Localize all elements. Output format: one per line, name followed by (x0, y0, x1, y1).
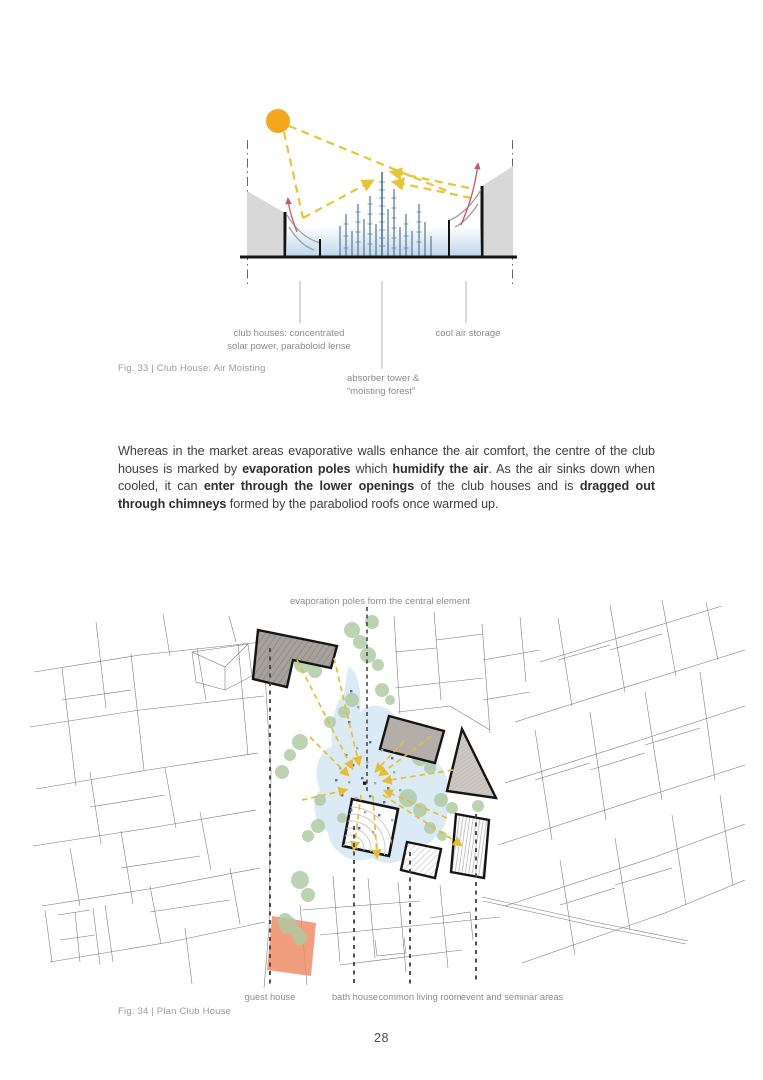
label-absorber-line1: absorber tower & (347, 373, 420, 384)
central-pole-dot (363, 782, 366, 785)
club-house-wall-right (482, 166, 513, 257)
label-central-element: evaporation poles form the central element (289, 596, 471, 607)
building-common-living-room (401, 842, 441, 878)
fig33-diagram (225, 95, 535, 405)
label-guest-house: guest house (244, 992, 296, 1002)
building-triangle-hall (447, 729, 496, 798)
label-bath-house: bath house (331, 992, 379, 1002)
label-absorber-line2: “moisting forest” (347, 386, 416, 397)
building-event-wing (451, 814, 489, 878)
label-common-living-room: common living room (378, 992, 462, 1002)
building-club-house-L (253, 630, 337, 687)
label-event-seminar: event and seminar areas (460, 992, 564, 1002)
label-cool-air-storage: cool air storage (435, 328, 501, 339)
fig33-leader-lines (300, 281, 466, 369)
label-club-houses-line2: solar power, paraboloid lense (227, 341, 351, 352)
club-house-wall-left (247, 191, 285, 257)
fig33-caption: Fig. 33 | Club House: Air Moisting (118, 363, 266, 374)
fig34-plan (20, 585, 750, 1010)
body-paragraph: Whereas in the market areas evaporative walls enhance the air comfort, the centre of the club houses is marked by evaporation poles which humidify the air. As the air sinks down when cooled, it can enter through the lower openings of the club houses and is dragged out through chimneys formed by the paraboliod roofs once warmed up. (118, 444, 655, 511)
page-number: 28 (374, 1031, 389, 1045)
sun-icon (266, 109, 290, 133)
fig34-caption: Fig. 34 | Plan Club House (118, 1006, 232, 1017)
label-club-houses-line1: club houses: concentrated (233, 328, 345, 339)
solar-beam-lines (284, 126, 471, 218)
